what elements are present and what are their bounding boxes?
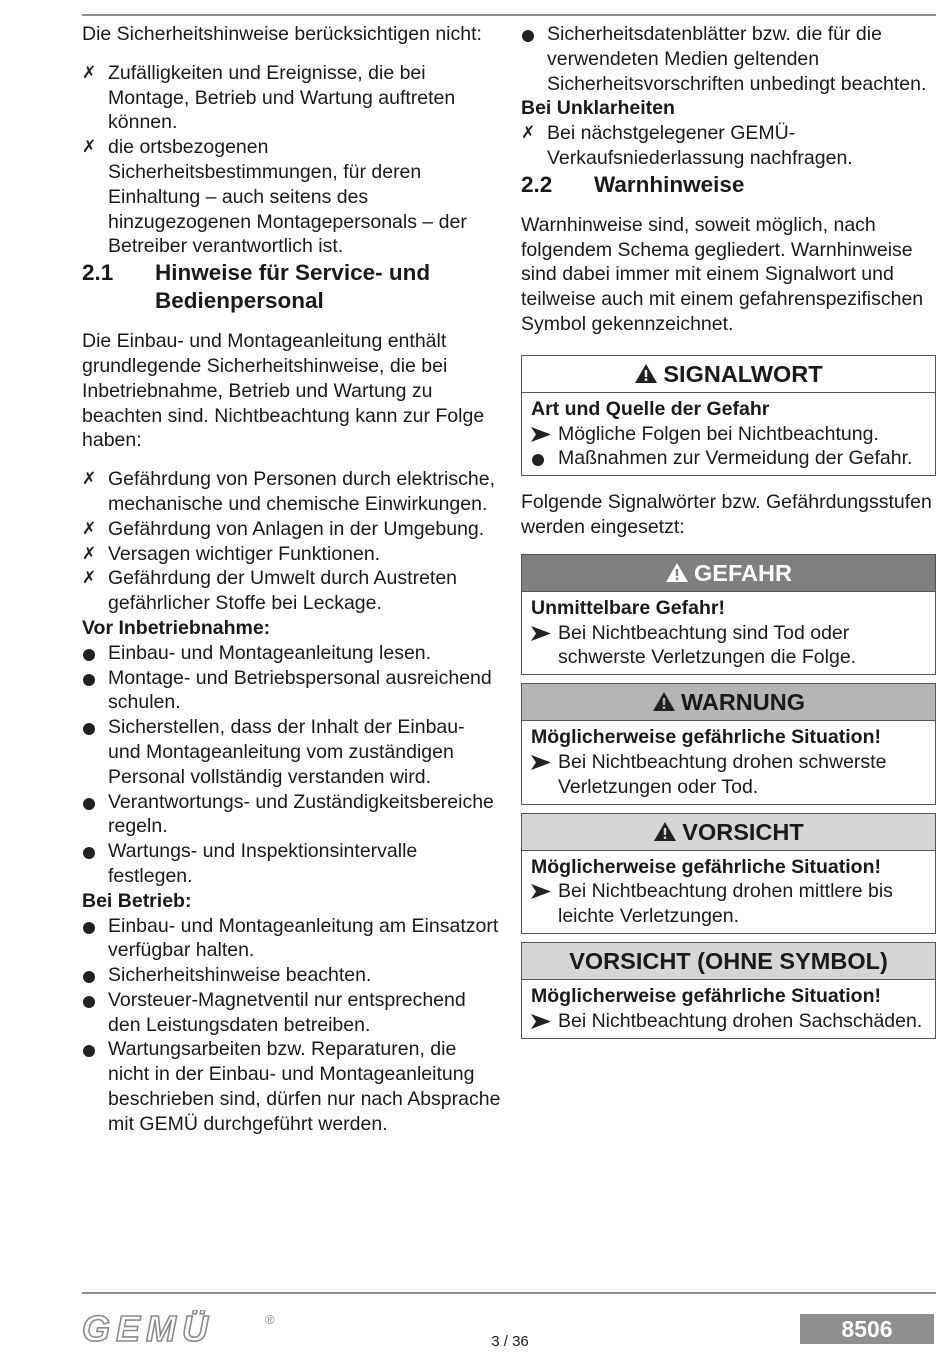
box-header: SIGNALWORT bbox=[522, 356, 935, 393]
cross-icon: ✗ bbox=[82, 543, 97, 563]
list-item: Bei Nichtbeachtung drohen mittlere bis leichte Verletzungen. bbox=[531, 879, 926, 929]
box-header: WARNUNG bbox=[522, 684, 935, 721]
right-column bbox=[521, 22, 936, 1047]
list-item: ✗ die ortsbezogenen Sicherheitsbestimmungen, für deren Einhaltung – auch seitens des hinzugezogenen Montagepersonals – der Betreiber verantwortlich ist. bbox=[82, 136, 467, 258]
page-number: 3 / 36 bbox=[491, 1333, 529, 1350]
box-subtitle: Art und Quelle der Gefahr bbox=[531, 397, 770, 420]
left-column bbox=[82, 22, 502, 1137]
warnung-box bbox=[521, 683, 936, 804]
box-subtitle: Unmittelbare Gefahr! bbox=[531, 596, 725, 619]
box-list bbox=[531, 879, 926, 929]
subheading-before-operation: Vor Inbetriebnahme: bbox=[82, 616, 271, 639]
box-body bbox=[522, 980, 935, 1038]
consequences-list bbox=[82, 467, 502, 616]
box-list bbox=[531, 1009, 926, 1034]
levels-intro: Folgende Signalwörter bzw. Gefährdungsstufen werden eingesetzt: bbox=[521, 491, 932, 538]
section-text: Die Einbau- und Montageanleitung enthält grundlegende Sicherheitshinweise, die bei Inbetriebnahme, Betrieb und Wartung zu beachten sind. Nichtbeachtung kann zur Folge haben: bbox=[82, 330, 485, 452]
list-item: Sicherheitshinweise beachten. bbox=[108, 964, 372, 987]
box-body bbox=[522, 592, 935, 674]
list-item: Bei Nichtbeachtung sind Tod oder schwerste Verletzungen die Folge. bbox=[531, 621, 926, 671]
list-item: ✗ Gefährdung der Umwelt durch Austreten gefährlicher Stoffe bei Leckage. bbox=[82, 567, 458, 615]
list-item: Bei Nichtbeachtung drohen Sachschäden. bbox=[531, 1009, 926, 1034]
box-body bbox=[522, 393, 935, 475]
box-body bbox=[522, 851, 935, 933]
list-item: ✗ Bei nächstgelegener GEMÜ-Verkaufsniederlassung nachfragen. bbox=[521, 122, 853, 169]
intro-list bbox=[82, 61, 502, 259]
section-heading-2-2 bbox=[521, 171, 936, 199]
list-item: ✗ Gefährdung von Personen durch elektrische, mechanische und chemische Einwirkungen. bbox=[82, 468, 495, 515]
footer-rule bbox=[82, 1292, 936, 1294]
cross-icon: ✗ bbox=[82, 62, 97, 82]
list-item: Mögliche Folgen bei Nichtbeachtung. bbox=[531, 422, 926, 447]
box-header: VORSICHT bbox=[522, 814, 935, 851]
list-item: ✗ Gefährdung von Anlagen in der Umgebung. bbox=[82, 517, 485, 540]
box-list bbox=[531, 422, 926, 472]
list-item: Wartungsarbeiten bzw. Reparaturen, die nicht in der Einbau- und Montageanleitung beschrieben sind, dürfen nur nach Absprache mit GEMÜ durchgeführt werden. bbox=[108, 1038, 501, 1135]
vorsicht-ohne-symbol-box bbox=[521, 942, 936, 1039]
warning-triangle-icon bbox=[653, 821, 677, 842]
list-item: ✗ Versagen wichtiger Funktionen. bbox=[82, 542, 381, 565]
registered-mark: ® bbox=[265, 1312, 275, 1327]
list-item: Vorsteuer-Magnetventil nur entsprechend den Leistungsdaten betreiben. bbox=[108, 988, 466, 1036]
list-item: Einbau- und Montageanleitung am Einsatzort verfügbar halten. bbox=[108, 914, 499, 962]
during-operation-list bbox=[82, 914, 502, 1137]
gemu-logo bbox=[82, 1310, 282, 1346]
product-number-badge: 8506 bbox=[800, 1314, 934, 1344]
list-item: Wartungs- und Inspektionsintervalle festlegen. bbox=[108, 840, 418, 887]
list-item: Verantwortungs- und Zuständigkeitsbereiche regeln. bbox=[108, 790, 494, 838]
section-text: Warnhinweise sind, soweit möglich, nach folgendem Schema gegliedert. Warnhinweise sind dabei immer mit einem Signalwort und teilweise auch mit einem gefahrenspezifischen Symbol gekennzeichnet. bbox=[521, 213, 924, 335]
list-item: Sicherheitsdatenblätter bzw. die für die verwendeten Medien geltenden Sicherheitsvorschriften unbedingt beachten. bbox=[547, 23, 927, 95]
cross-icon: ✗ bbox=[82, 137, 97, 157]
intro-text: Die Sicherheitshinweise berücksichtigen nicht: bbox=[82, 23, 482, 45]
vorsicht-box bbox=[521, 813, 936, 934]
box-list bbox=[531, 750, 926, 800]
cross-icon: ✗ bbox=[82, 518, 97, 538]
box-subtitle: Möglicherweise gefährliche Situation! bbox=[531, 855, 881, 878]
list-item: Bei Nichtbeachtung drohen schwerste Verletzungen oder Tod. bbox=[531, 750, 926, 800]
box-header: VORSICHT (OHNE SYMBOL) bbox=[522, 943, 935, 980]
subheading-unclear: Bei Unklarheiten bbox=[521, 97, 675, 120]
section-number: 2.1 bbox=[82, 260, 114, 286]
list-item: ✗ Zufälligkeiten und Ereignisse, die bei Montage, Betrieb und Wartung auftreten können. bbox=[82, 61, 456, 134]
warning-triangle-icon bbox=[634, 363, 658, 384]
cross-icon: ✗ bbox=[521, 123, 536, 143]
warning-triangle-icon bbox=[665, 562, 689, 583]
unclear-list bbox=[521, 121, 936, 171]
warning-triangle-icon bbox=[652, 691, 676, 712]
list-item: Montage- und Betriebspersonal ausreichend schulen. bbox=[108, 666, 492, 714]
section-heading-2-1 bbox=[82, 259, 502, 315]
list-item: Einbau- und Montageanleitung lesen. bbox=[108, 641, 432, 664]
box-list bbox=[531, 621, 926, 671]
top-list bbox=[521, 22, 936, 96]
list-item: Sicherstellen, dass der Inhalt der Einbau- und Montageanleitung vom zuständigen Personal vollständig verstanden wird. bbox=[108, 716, 465, 788]
section-number: 2.2 bbox=[521, 171, 553, 197]
section-title: Hinweise für Service- und Bedienpersonal bbox=[155, 260, 431, 314]
signalwort-box bbox=[521, 355, 936, 476]
box-body bbox=[522, 721, 935, 803]
list-item: Maßnahmen zur Vermeidung der Gefahr. bbox=[558, 447, 913, 470]
box-subtitle: Möglicherweise gefährliche Situation! bbox=[531, 726, 881, 749]
box-header: GEFAHR bbox=[522, 555, 935, 592]
section-title: Warnhinweise bbox=[594, 171, 745, 197]
logo-text: GEMÜ bbox=[82, 1310, 214, 1346]
cross-icon: ✗ bbox=[82, 568, 97, 588]
subheading-during-operation: Bei Betrieb: bbox=[82, 889, 192, 912]
top-rule bbox=[82, 14, 936, 16]
box-subtitle: Möglicherweise gefährliche Situation! bbox=[531, 984, 881, 1007]
cross-icon: ✗ bbox=[82, 469, 97, 489]
before-operation-list bbox=[82, 641, 502, 889]
gefahr-box bbox=[521, 554, 936, 675]
